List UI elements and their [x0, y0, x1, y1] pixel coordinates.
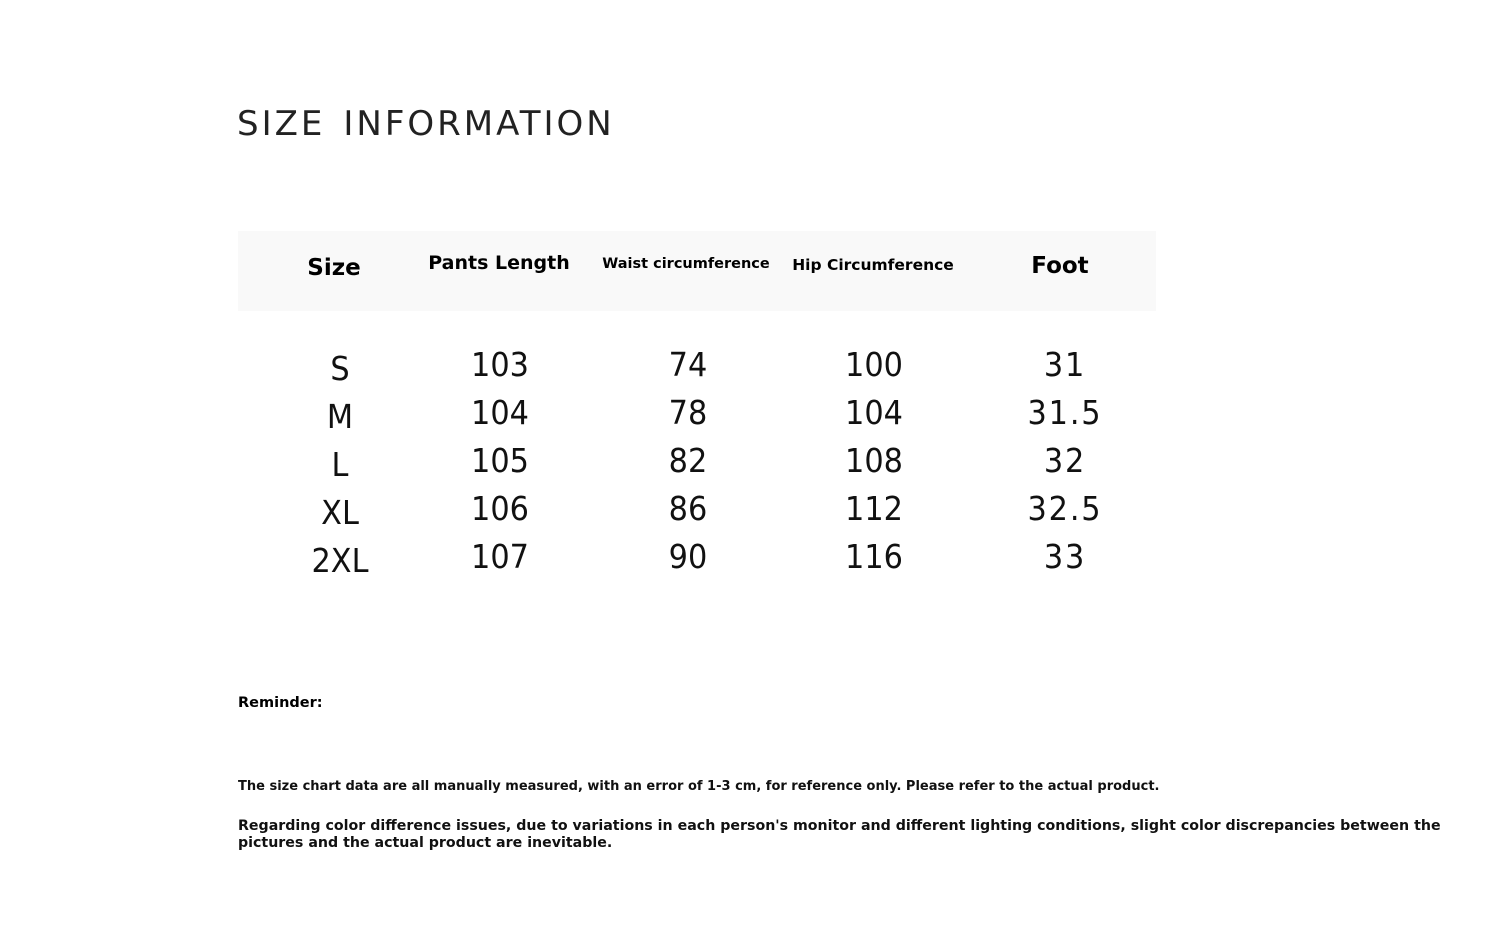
- cell-pants-length: 104: [471, 392, 529, 432]
- cell-hip: 104: [845, 392, 903, 432]
- cell-waist: 90: [668, 536, 708, 576]
- cell-pants-length: 103: [471, 344, 529, 384]
- measurement-note: The size chart data are all manually measured, with an error of 1-3 cm, for reference only. Please refer to the actual product.: [238, 779, 1160, 794]
- header-size: Size: [307, 255, 361, 281]
- cell-pants-length: 107: [471, 536, 529, 576]
- header-waist-circumference: Waist circumference: [602, 256, 770, 272]
- header-pants-length: Pants Length: [428, 252, 570, 274]
- cell-hip: 100: [845, 344, 903, 384]
- table-row: [238, 388, 1156, 436]
- cell-hip: 116: [845, 536, 903, 576]
- cell-foot: 31.5: [1027, 392, 1103, 432]
- table-row: [238, 484, 1156, 532]
- table-row: [238, 532, 1156, 580]
- cell-size: M: [326, 396, 354, 436]
- cell-size: XL: [321, 492, 359, 532]
- cell-pants-length: 106: [471, 488, 529, 528]
- cell-size: 2XL: [311, 540, 369, 580]
- cell-waist: 74: [668, 344, 708, 384]
- cell-foot: 31: [1043, 344, 1087, 384]
- page-title: [237, 104, 615, 144]
- cell-waist: 86: [668, 488, 708, 528]
- cell-size: L: [331, 444, 349, 484]
- table-row: [238, 436, 1156, 484]
- header-foot: Foot: [1031, 253, 1089, 279]
- cell-foot: 33: [1043, 536, 1087, 576]
- cell-hip: 112: [845, 488, 903, 528]
- cell-foot: 32: [1043, 440, 1087, 480]
- cell-waist: 78: [668, 392, 708, 432]
- color-difference-note: Regarding color difference issues, due to variations in each person's monitor and different lighting conditions, slight color discrepancies between the pictures and the actual product are inevitable.: [238, 818, 1441, 851]
- header-hip-circumference: Hip Circumference: [792, 256, 954, 274]
- table-header: [238, 231, 1156, 311]
- cell-size: S: [330, 348, 350, 388]
- table-row: [238, 340, 1156, 388]
- title-word-size: SIZE: [237, 104, 326, 144]
- cell-hip: 108: [845, 440, 903, 480]
- cell-waist: 82: [668, 440, 708, 480]
- size-table-body: [238, 340, 1156, 580]
- title-word-information: INFORMATION: [343, 104, 615, 144]
- reminder-label: Reminder:: [238, 695, 323, 711]
- cell-pants-length: 105: [471, 440, 529, 480]
- cell-foot: 32.5: [1027, 488, 1103, 528]
